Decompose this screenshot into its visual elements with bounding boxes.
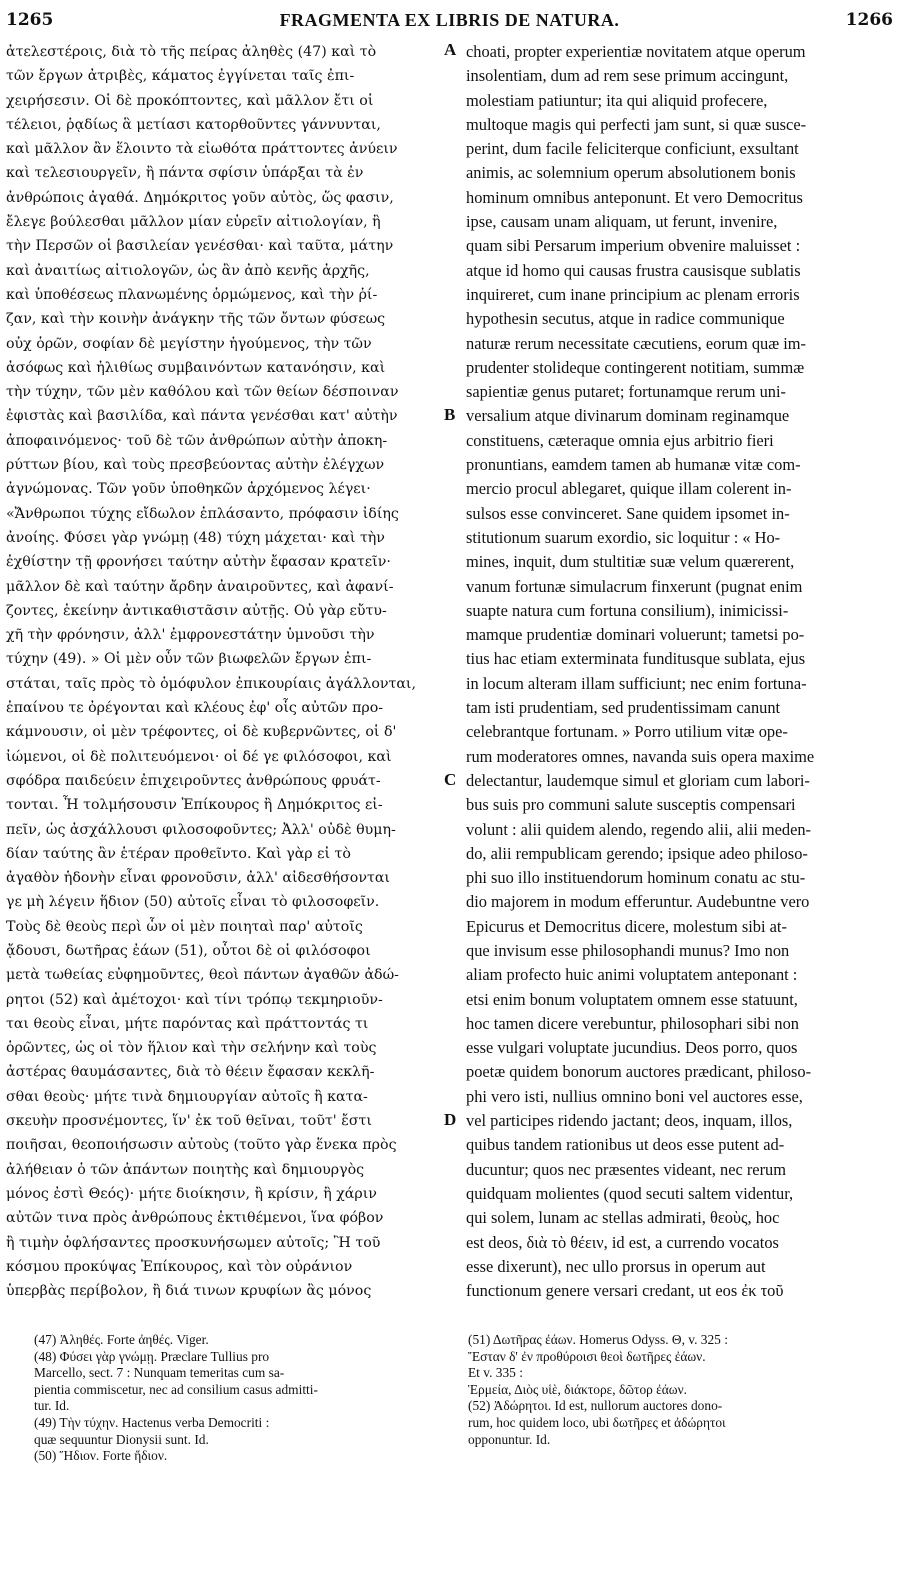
- greek-text-line: ἐπαίνου τε ὀρέγονται καὶ κλέους ἐφ' οἷς αὐτῶν προ-: [6, 700, 384, 717]
- greek-text-line: ἀνθρώποις ἀγαθά. Δημόκριτος γοῦν αὐτὸς, ὥς φασιν,: [6, 189, 394, 206]
- latin-text-line: phi vero isti, nullius omnino boni vel auctores esse,: [466, 1086, 803, 1106]
- latin-text-line: delectantur, laudemque simul et gloriam cum labori-: [466, 770, 810, 790]
- latin-text-line: volunt : alii quidem alendo, regendo alii, alii meden-: [466, 819, 812, 839]
- latin-text-line: mines, inquit, dum stultitiæ suæ velum quærerent,: [466, 552, 795, 572]
- footnote-line: Marcello, sect. 7 : Nunquam temeritas cum sa-: [34, 1365, 285, 1381]
- greek-text-line: δίαν ταύτης ἂν ἑτέραν προθεῖντο. Καὶ γὰρ εἰ τὸ: [6, 845, 351, 862]
- greek-text-line: ται θεοὺς εἶναι, μήτε παρόντας καὶ πράττοντάς τι: [6, 1015, 369, 1032]
- latin-text-line: stitutionum suarum exordio, sic loquitur : « Ho-: [466, 527, 781, 547]
- latin-text-line: esse vulgari voluptate jucundius. Deos porro, quos: [466, 1038, 798, 1058]
- greek-text-line: ἐφιστὰς καὶ βασιλίδα, καὶ πάντα γενέσθαι κατ' αὐτὴν: [6, 408, 398, 425]
- latin-text-line: perint, dum facile feliciterque conficiunt, exsultant: [466, 139, 799, 159]
- latin-text-line: que invisum esse philosophandi munus? Imo non: [466, 940, 790, 960]
- greek-text-line: τὴν Περσῶν οἱ βασιλείαν γενέσθαι· καὶ ταῦτα, μάτην: [6, 238, 394, 255]
- running-title: FRAGMENTA EX LIBRIS DE NATURA.: [279, 10, 620, 30]
- footnote-line: (47) Ἀληθές. Forte ἀηθές. Viger.: [34, 1332, 209, 1347]
- latin-text-line: hoc tamen dicere verebuntur, philosophari sibi non: [466, 1013, 799, 1033]
- footnote-line: (49) Τὴν τύχην. Hactenus verba Democriti :: [34, 1414, 270, 1430]
- greek-text-line: ρητοι (52) καὶ ἀμέτοχοι· καὶ τίνι τρόπῳ τεκμηριοῦν-: [6, 991, 383, 1008]
- latin-text-line: rum moderatores omnes, navanda suis opera maxime: [466, 746, 815, 766]
- footnotes-left: [34, 1332, 444, 1465]
- footnote-line: (48) Φύσει γὰρ γνώμῃ. Præclare Tullius pro: [34, 1348, 270, 1364]
- greek-text-line: κόσμου προκύψας Ἐπίκουρος, καὶ τὸν οὐράνιον: [6, 1258, 353, 1275]
- greek-text-line: τονται. Ἦ τολμήσουσιν Ἐπίκουρος ἢ Δημόκριτος εἰ-: [6, 797, 383, 814]
- footnote-line: Ἑρμεία, Διὸς υἱὲ, διάκτορε, δῶτορ ἐάων.: [468, 1381, 688, 1397]
- page-number-left: 1265: [6, 10, 54, 30]
- greek-text-line: ἀλήθειαν ὁ τῶν ἁπάντων ποιητὴς καὶ δημιουργὸς: [6, 1161, 365, 1178]
- footnote-line: tur. Id.: [34, 1398, 70, 1414]
- greek-text-line: ἀγνώμονας. Τῶν γοῦν ὑποθηκῶν ἀρχόμενος λέγει·: [6, 481, 371, 498]
- latin-text-line: inquireret, cum inane principium ac plenam erroris: [466, 284, 800, 304]
- greek-text-line: Τοὺς δὲ θεοὺς περὶ ὧν οἱ μὲν ποιηταὶ παρ' αὐτοῖς: [6, 918, 363, 935]
- latin-text-line: mamque prudentiæ dominari voluerunt; tametsi po-: [466, 625, 805, 645]
- latin-text-line: Epicurus et Democritus dicere, molestum sibi at-: [466, 916, 787, 936]
- latin-text-line: animis, ac solemnium operum absolutionem bonis: [466, 163, 796, 183]
- greek-text-line: μᾶλλον δὲ καὶ ταύτην ἄρδην ἀναιροῦντες, καὶ ἀφανί-: [6, 578, 394, 595]
- greek-text-line: ἀσόφως καὶ ἠλιθίως συμβαινόντων κατανόησιν, καὶ: [6, 359, 386, 376]
- running-header: [6, 10, 893, 32]
- margin-letter-c: C: [444, 770, 457, 789]
- latin-text-line: suapte natura cum fortuna consilium), inimicissi-: [466, 600, 789, 620]
- latin-text-line: tius hac etiam exterminata funditusque sublata, ejus: [466, 649, 806, 669]
- latin-text-line: quam sibi Persarum imperium obvenire maluisset :: [466, 236, 801, 256]
- greek-text-line: πεῖν, ὡς ἀσχάλλουσι φιλοσοφοῦντες; Ἀλλ' οὐδὲ θυμη-: [6, 821, 396, 838]
- greek-text-line: σφόδρα παιδεύειν ἐπιχειροῦντες ἀνθρώπους φρυάτ-: [6, 772, 381, 789]
- latin-text-line: mercio procul ablegaret, quique illam colerent in-: [466, 479, 792, 499]
- greek-text-line: χειρήσεσιν. Οἱ δὲ προκόπτοντες, καὶ μᾶλλον ἔτι οἱ: [6, 92, 374, 109]
- margin-letter-a: A: [444, 40, 457, 59]
- greek-text-line: ὁρῶντες, ὡς οἱ τὸν ἥλιον καὶ τὴν σελήνην καὶ τοὺς: [6, 1040, 377, 1057]
- greek-text-line: μετὰ τωθείας εὐφημοῦντες, θεοὶ πάντων ἀγαθῶν ἀδώ-: [6, 967, 399, 984]
- latin-text-line: dio majorem in modum efferuntur. Audebuntne vero: [466, 892, 810, 912]
- latin-text-line: quidquam molientes (quod secuti saltem videntur,: [466, 1183, 794, 1203]
- greek-text-line: τῶν ἔργων ἀτριβὲς, κάματος ἐγγίνεται ταῖς ἐπι-: [6, 68, 355, 85]
- footnote-line: Ἔσταν δ' ἐν προθύροισι θεοὶ δωτῆρες ἐάων.: [468, 1348, 706, 1364]
- latin-text-line: naturæ rerum necessitate cæcutiens, eorum quæ im-: [466, 333, 807, 353]
- greek-text-line: γε μὴ λέγειν ἥδιον (50) αὐτοῖς εἶναι τὸ φιλοσοφεῖν.: [6, 894, 380, 911]
- margin-letter-b: B: [444, 405, 456, 424]
- latin-text-line: ipse, causam unam aliquam, ut ferunt, invenire,: [466, 212, 778, 232]
- greek-text-line: χῆ τὴν φρόνησιν, ἀλλ' ἐμφρονεστάτην ὑμνοῦσι τὴν: [6, 627, 375, 644]
- latin-text-column: [466, 40, 894, 1303]
- greek-text-line: ἀγαθὸν ἡδονὴν εἶναι φρονοῦσιν, ἀλλ' αἰδεσθήσονται: [6, 870, 390, 887]
- greek-text-line: ἔλεγε βούλεσθαι μᾶλλον μίαν εὑρεῖν αἰτιολογίαν, ἢ: [6, 214, 381, 231]
- footnote-line: quæ sequuntur Dionysii sunt. Id.: [34, 1431, 209, 1447]
- footnote-line: pientia commiscetur, nec ad consilium casus admitti-: [34, 1381, 318, 1397]
- latin-text-line: qui solem, lunam ac stellas admirati, θεοὺς, hoc: [466, 1208, 780, 1228]
- greek-text-line: σθαι θεοὺς· μήτε τινὰ δημιουργίαν αὐτοῖς ἢ κατα-: [6, 1088, 368, 1105]
- greek-text-line: ὑπερβὰς περίβολον, ἢ διά τινων κρυφίων ἃς μόνος: [6, 1283, 372, 1300]
- greek-text-line: κάμνουσιν, οἱ μὲν τρέφοντες, οἱ δὲ κυβερνῶντες, οἱ δ': [6, 724, 397, 741]
- greek-text-line: καὶ ὑποθέσεως πλανωμένης ὁρμώμενος, καὶ τὴν ῥί-: [6, 286, 378, 303]
- greek-text-line: τὴν τύχην, τῶν μὲν καθόλου καὶ τῶν θείων δέσποιναν: [6, 384, 399, 401]
- greek-text-line: καὶ μᾶλλον ἂν ἕλοιντο τὰ εἰωθότα πράττοντες ἀνύειν: [6, 141, 398, 158]
- latin-text-line: pronuntians, eamdem tamen ab humanæ vitæ com-: [466, 455, 801, 475]
- latin-text-line: etsi enim bonum voluptatem omnem esse statuunt,: [466, 989, 798, 1009]
- footnote-line: opponuntur. Id.: [468, 1431, 551, 1447]
- page-number-right: 1266: [845, 10, 893, 30]
- latin-text-line: tam isti prudentiam, sed prudentissimam canunt: [466, 698, 781, 718]
- latin-text-line: molestiam patiuntur; ita qui aliquid profecere,: [466, 90, 768, 110]
- greek-text-line: ποιῆσαι, θεοποιήσωσιν αὐτοὺς (τοῦτο γὰρ ἕνεκα πρὸς: [6, 1137, 397, 1154]
- footnote-line: (50) Ἥδιον. Forte ἥδιον.: [34, 1448, 168, 1464]
- greek-text-line: ζαν, καὶ τὴν κοινὴν ἀνάγκην τῆς τῶν ὄντων φύσεως: [6, 311, 386, 328]
- latin-text-line: aliam profecto huic animi voluptatem anteponant :: [466, 965, 798, 985]
- latin-text-line: versalium atque divinarum dominam reginamque: [466, 406, 790, 426]
- latin-text-line: in locum alteram illam sufficiunt; nec enim fortuna-: [466, 673, 807, 693]
- latin-text-line: bus suis pro communi salute susceptis compensari: [466, 795, 796, 815]
- latin-text-line: atque id homo qui causas frustra causisque sublatis: [466, 260, 801, 280]
- latin-text-line: vanum fortunæ simulacrum finxerunt (pugnat enim: [466, 576, 803, 596]
- greek-text-line: τέλειοι, ῥᾳδίως ἃ μετίασι κατορθοῦντες γάννυνται,: [6, 116, 381, 133]
- greek-text-line: στάται, ταῖς πρὸς τὸ ὁμόφυλον ἐπικουρίαις ἀγάλλονται,: [6, 675, 416, 692]
- latin-text-line: ducuntur; quos nec præsentes videant, nec rerum: [466, 1159, 786, 1179]
- greek-text-line: ἀστέρας θαυμάσαντες, διὰ τὸ θέειν ἔφασαν κεκλῆ-: [6, 1064, 375, 1081]
- latin-text-line: est deos, διὰ τὸ θέειν, id est, a currendo vocatos: [466, 1232, 779, 1252]
- greek-text-column: [6, 40, 442, 1303]
- latin-text-line: choati, propter experientiæ novitatem atque operum: [466, 42, 806, 61]
- greek-text-line: ἀποφαινόμενος· τοῦ δὲ τῶν ἀνθρώπων αὐτὴν ἀποκη-: [6, 432, 388, 449]
- margin-letter-d: D: [444, 1110, 457, 1129]
- latin-text-line: constituens, cæteraque omnia ejus arbitrio fieri: [466, 430, 774, 450]
- footnotes-right: [468, 1332, 894, 1448]
- footnote-line: Et v. 335 :: [468, 1365, 523, 1381]
- greek-text-line: ἀτελεστέροις, διὰ τὸ τῆς πείρας ἀληθὲς (47) καὶ τὸ: [6, 44, 377, 60]
- footnote-line: (52) Ἀδώρητοι. Id est, nullorum auctores dono-: [468, 1398, 723, 1414]
- footnote-line: (51) Δωτῆρας ἐάων. Homerus Odyss. Θ, v. 325 :: [468, 1332, 728, 1347]
- greek-text-line: ρύττων βίου, καὶ τοὺς πρεσβεύοντας αὐτὴν ἐλέγχων: [6, 457, 385, 474]
- latin-text-line: hominum omnibus anteponunt. Et vero Democritus: [466, 187, 803, 207]
- latin-text-line: insolentiam, dum ad rem sese primum accingunt,: [466, 66, 789, 86]
- greek-text-line: ζοντες, ἐκείνην ἀντικαθιστᾶσιν αὐτῇς. Οὐ γὰρ εὔτυ-: [6, 602, 387, 619]
- greek-text-line: καὶ τελεσιουργεῖν, ἢ πάντα σφίσιν ὑπάρξαι τὰ ἐν: [6, 165, 364, 182]
- greek-text-line: ἀνοίης. Φύσει γὰρ γνώμῃ (48) τύχη μάχεται· καὶ τὴν: [6, 529, 385, 546]
- greek-text-line: αὐτῶν τινα πρὸς ἀνθρώπους ἐκτιθέμενοι, ἵνα φόβον: [6, 1210, 384, 1227]
- greek-text-line: οὐχ ὁρῶν, σοφίαν δὲ μεγίστην ἡγούμενος, τὴν τῶν: [6, 335, 372, 352]
- latin-text-line: sulsos esse convinceret. Sane quidem ipsomet in-: [466, 503, 790, 523]
- latin-text-line: phi suo illo instituendorum hominum conatu ac stu-: [466, 868, 806, 888]
- greek-text-line: τύχην (49). » Οἱ μὲν οὖν τῶν βιωφελῶν ἔργων ἐπι-: [6, 651, 372, 668]
- latin-text-line: poetæ quidem bonorum auctores prædicant, philoso-: [466, 1062, 812, 1082]
- greek-text-line: «Ἄνθρωποι τύχης εἴδωλον ἐπλάσαντο, πρόφασιν ἰδίης: [6, 505, 399, 522]
- greek-text-line: ᾄδουσι, δωτῆρας ἐάων (51), οὗτοι δὲ οἱ φιλόσοφοι: [6, 942, 371, 959]
- greek-text-line: μόνος ἐστὶ Θεός)· μήτε διοίκησιν, ἢ κρίσιν, ἢ χάριν: [6, 1185, 377, 1202]
- latin-text-line: quibus tandem rationibus ut deos esse putent ad-: [466, 1135, 785, 1155]
- latin-text-line: sapientiæ genus putaret; fortunamque rerum uni-: [466, 382, 786, 402]
- greek-text-line: σκευὴν προσνέμοντες, ἵν' ἐκ τοῦ θεῖναι, τοῦτ' ἔστι: [6, 1113, 372, 1130]
- latin-text-line: functionum genere versari credant, ut eos ἐκ τοῦ: [466, 1281, 784, 1301]
- latin-text-line: vel participes ridendo jactant; deos, inquam, illos,: [466, 1111, 793, 1131]
- latin-text-line: multoque magis qui perfecti jam sunt, si quæ susce-: [466, 114, 807, 134]
- latin-text-line: hypothesin secutus, atque in radice communique: [466, 309, 785, 329]
- footnote-line: rum, hoc quidem loco, ubi δωτῆρες et ἀδώρητοι: [468, 1414, 726, 1430]
- latin-text-line: do, alii rempublicam gerendo; ipsique adeo philoso-: [466, 843, 808, 863]
- latin-text-line: prudenter stolideque contingerent notitiam, summæ: [466, 357, 805, 377]
- greek-text-line: ἐχθίστην τῇ φρονήσει ταύτην αὐτὴν ἔφασαν κρατεῖν·: [6, 554, 391, 571]
- latin-text-line: esse dixerunt), nec ullo prorsus in operum aut: [466, 1256, 766, 1276]
- greek-text-line: καὶ ἀναιτίως αἰτιολογῶν, ὡς ἂν ἀπὸ κενῆς ἀρχῆς,: [6, 262, 370, 279]
- latin-text-line: celebrantque fortunam. » Porro utilium vitæ ope-: [466, 722, 788, 742]
- greek-text-line: ἢ τιμὴν ὀφλήσαντες προσκυνήσωμεν αὐτοῖς; Ἢ τοῦ: [6, 1234, 381, 1251]
- greek-text-line: ἰώμενοι, οἱ δὲ πολιτευόμενοι· οἱ δέ γε φιλόσοφοι, καὶ: [6, 748, 392, 765]
